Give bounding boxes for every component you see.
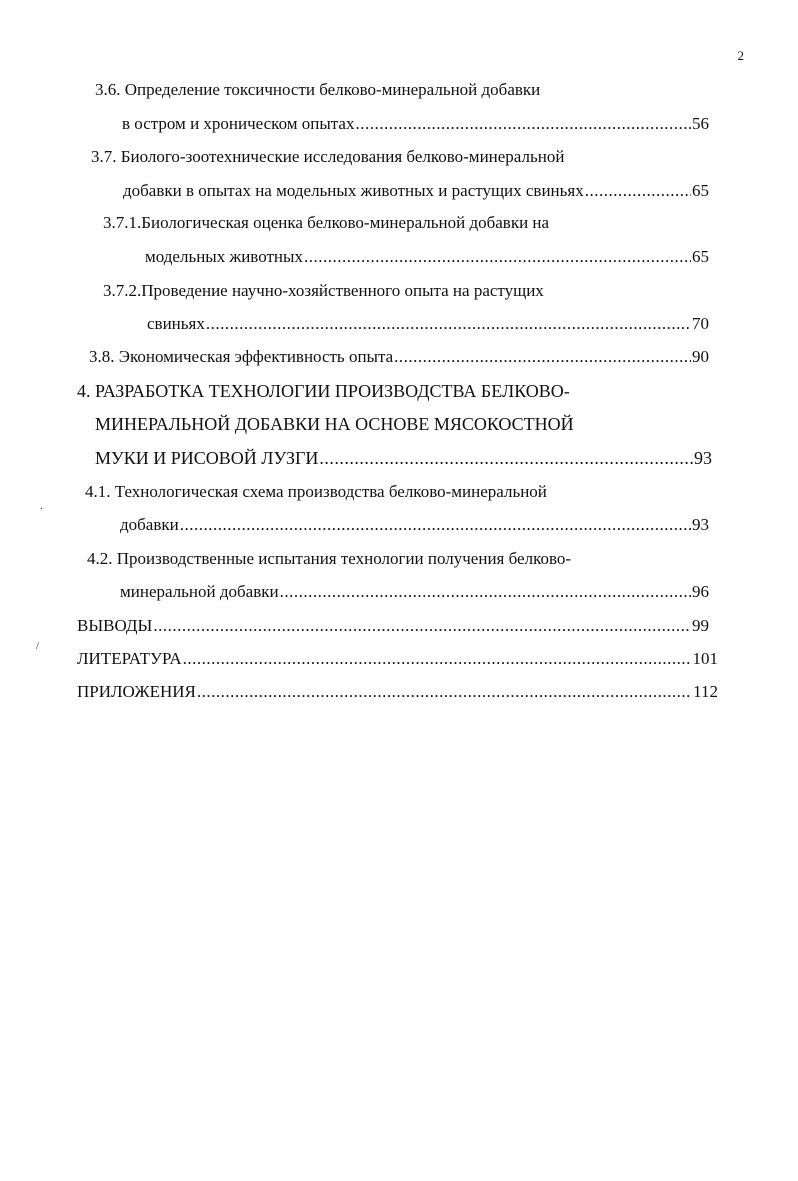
toc-3-7-2-title: 3.7.2.Проведение научно-хозяйственного опыта на растущих	[103, 281, 544, 300]
toc-4-2-row[interactable]	[120, 581, 709, 603]
toc-4-title-cont-1: МИНЕРАЛЬНОЙ ДОБАВКИ НА ОСНОВЕ МЯСОКОСТНОЙ	[95, 414, 574, 434]
dot-leader	[394, 346, 691, 368]
toc-4-1-page: 93	[692, 515, 709, 534]
toc-4-row[interactable]	[95, 447, 712, 469]
toc-literature-title: ЛИТЕРАТУРА	[77, 649, 182, 668]
toc-3-7-1-row[interactable]	[145, 246, 709, 268]
dot-leader	[206, 313, 691, 335]
toc-4-1-row[interactable]	[120, 514, 709, 536]
dot-leader	[180, 514, 691, 536]
dot-leader	[304, 246, 691, 268]
dot-leader	[280, 581, 691, 603]
toc-3-7-row[interactable]	[123, 180, 709, 202]
toc-appendices-title: ПРИЛОЖЕНИЯ	[77, 682, 196, 701]
toc-3-7-1-page: 65	[692, 247, 709, 266]
toc-3-6-row[interactable]	[122, 113, 709, 135]
toc-3-7-1-title: 3.7.1.Биологическая оценка белково-минеральной добавки на	[103, 213, 550, 232]
toc-4-2-page: 96	[692, 582, 709, 601]
page-number: 2	[737, 48, 744, 63]
dot-leader	[153, 615, 691, 637]
toc-4-2-title: 4.2. Производственные испытания технологии получения белково-	[87, 549, 572, 568]
toc-4-title-cont-2: МУКИ И РИСОВОЙ ЛУЗГИ	[95, 448, 319, 468]
toc-3-7-2-page: 70	[692, 314, 709, 333]
toc-4-2-title-cont: минеральной добавки	[120, 582, 279, 601]
dot-leader	[183, 648, 692, 670]
dot-leader	[355, 113, 691, 135]
toc-3-7-1-title-cont: модельных животных	[145, 247, 303, 266]
toc-4-1-title: 4.1. Технологическая схема производства белково-минеральной	[85, 482, 547, 501]
scan-mark: .	[40, 500, 43, 512]
toc-conclusions-title: ВЫВОДЫ	[77, 616, 153, 635]
toc-literature-page: 101	[692, 649, 718, 668]
toc-3-8-page: 90	[692, 347, 709, 366]
toc-conclusions-row[interactable]	[77, 615, 709, 637]
toc-4-page: 93	[694, 448, 712, 468]
toc-appendices-page: 112	[693, 682, 718, 701]
toc-3-7-title: 3.7. Биолого-зоотехнические исследования белково-минеральной	[91, 147, 565, 166]
toc-4-1-title-cont: добавки	[120, 515, 179, 534]
toc-3-6-page: 56	[692, 114, 709, 133]
toc-3-8-title: 3.8. Экономическая эффективность опыта	[89, 347, 394, 366]
dot-leader	[197, 681, 692, 703]
toc-3-6-title-cont: в остром и хроническом опытах	[122, 114, 355, 133]
toc-3-6-title: 3.6. Определение токсичности белково-минеральной добавки	[95, 80, 541, 99]
toc-3-8-row[interactable]	[89, 346, 709, 368]
toc-appendices-row[interactable]	[77, 681, 718, 703]
dot-leader	[585, 180, 691, 202]
dot-leader	[319, 447, 693, 469]
toc-literature-row[interactable]	[77, 648, 718, 670]
toc-3-7-2-title-cont: свиньях	[147, 314, 205, 333]
scan-mark: /	[36, 640, 40, 652]
toc-3-7-2-row[interactable]	[147, 313, 709, 335]
toc-3-7-page: 65	[692, 181, 709, 200]
toc-4-title: 4. РАЗРАБОТКА ТЕХНОЛОГИИ ПРОИЗВОДСТВА БЕЛКОВО-	[77, 381, 570, 401]
toc-conclusions-page: 99	[692, 616, 709, 635]
toc-3-7-title-cont: добавки в опытах на модельных животных и растущих свиньях	[123, 181, 584, 200]
